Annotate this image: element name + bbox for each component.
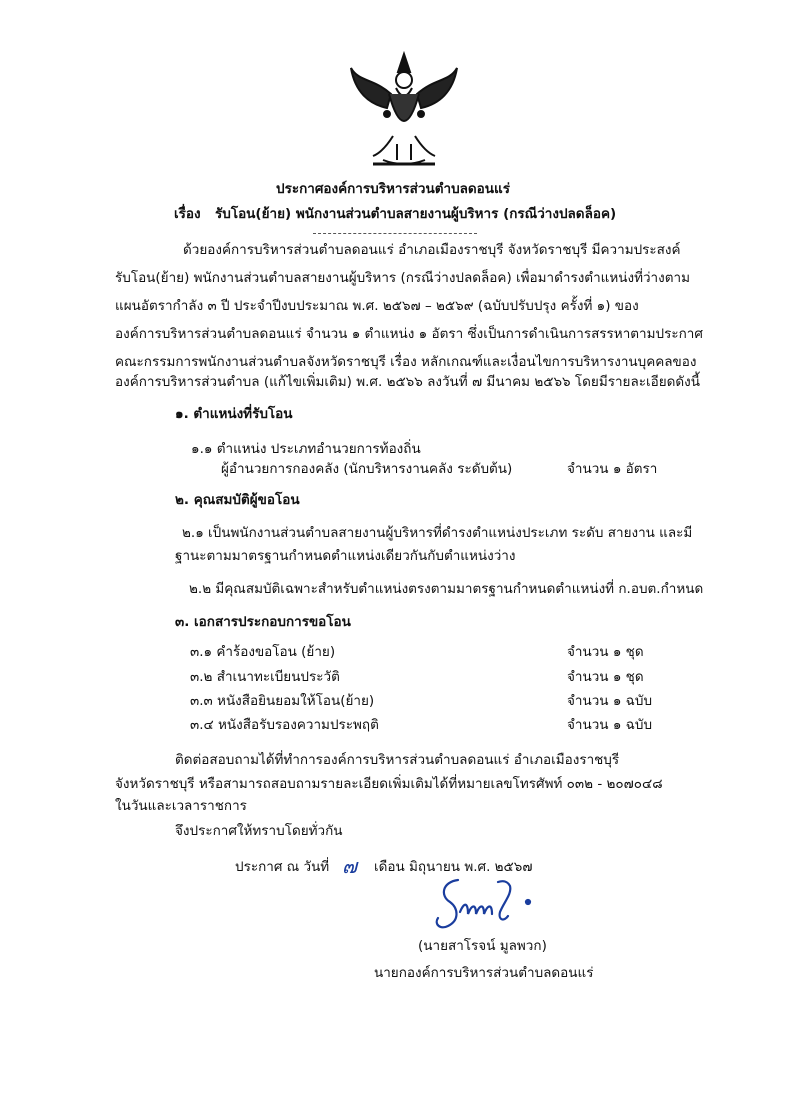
contact-line: ติดต่อสอบถามได้ที่ทำการองค์การบริหารส่วนตำบลดอนแร่ อำเภอเมืองราชบุรี	[175, 752, 620, 768]
signatory-name: (นายสาโรจน์ มูลพวก)	[418, 938, 547, 954]
document-item-qty: จำนวน ๑ ฉบับ	[567, 693, 653, 709]
intro-line: คณะกรรมการพนักงานส่วนตำบลจังหวัดราชบุรี เรื่อง หลักเกณฑ์และเงื่อนไขการบริหารงานบุคคลของ	[115, 354, 697, 370]
date-day: ๗	[342, 854, 358, 878]
document-item-qty: จำนวน ๑ ชุด	[567, 669, 644, 685]
signature	[428, 872, 556, 934]
document-item-qty: จำนวน ๑ ชุด	[567, 644, 644, 660]
document-item-label: ๓.๑ คำร้องขอโอน (ย้าย)	[190, 644, 336, 660]
section3-heading: ๓. เอกสารประกอบการขอโอน	[175, 614, 351, 630]
intro-line: แผนอัตรากำลัง ๓ ปี ประจำปีงบประมาณ พ.ศ. ๒๕๖๗ – ๒๕๖๙ (ฉบับปรับปรุง ครั้งที่ ๑) ของ	[115, 298, 639, 314]
intro-line: องค์การบริหารส่วนตำบล (แก้ไขเพิ่มเติม) พ.ศ. ๒๕๖๖ ลงวันที่ ๗ มีนาคม ๒๕๖๖ โดยมีรายละเอียดดังนี้	[115, 374, 700, 390]
contact-line: ในวันและเวลาราชการ	[115, 798, 247, 814]
subject-label: เรื่อง	[174, 206, 201, 222]
section2-item1-line1: ๒.๑ เป็นพนักงานส่วนตำบลสายงานผู้บริหารที่ดำรงตำแหน่งประเภท ระดับ สายงาน และมี	[182, 525, 693, 541]
section2-heading: ๒. คุณสมบัติผู้ขอโอน	[175, 492, 300, 508]
garuda-emblem	[343, 48, 465, 172]
document-item-label: ๓.๔ หนังสือรับรองความประพฤติ	[190, 717, 379, 733]
contact-line: จังหวัดราชบุรี หรือสามารถสอบถามรายละเอียดเพิ่มเติมได้ที่หมายเลขโทรศัพท์ ๐๓๒ - ๒๐๗๐๔๘	[115, 776, 663, 792]
intro-line: ด้วยองค์การบริหารส่วนตำบลดอนแร่ อำเภอเมืองราชบุรี จังหวัดราชบุรี มีความประสงค์	[183, 242, 681, 258]
document-item-label: ๓.๒ สำเนาทะเบียนประวัติ	[190, 669, 340, 685]
date-prefix: ประกาศ ณ วันที่	[235, 859, 330, 875]
signatory-position: นายกองค์การบริหารส่วนตำบลดอนแร่	[374, 965, 594, 981]
subject-text: รับโอน(ย้าย) พนักงานส่วนตำบลสายงานผู้บริหาร (กรณีว่างปลดล็อค)	[215, 206, 617, 222]
date-suffix: เดือน มิถุนายน พ.ศ. ๒๕๖๗	[374, 859, 533, 875]
section1-item-qty: จำนวน ๑ อัตรา	[567, 461, 658, 477]
document-item-label: ๓.๓ หนังสือยินยอมให้โอน(ย้าย)	[190, 693, 375, 709]
document-item-qty: จำนวน ๑ ฉบับ	[567, 717, 653, 733]
intro-line: องค์การบริหารส่วนตำบลดอนแร่ จำนวน ๑ ตำแหน่ง ๑ อัตรา ซึ่งเป็นการดำเนินการสรรหาตามประกาศ	[115, 326, 703, 342]
section1-item-line2: ผู้อำนวยการกองคลัง (นักบริหารงานคลัง ระดับต้น)	[221, 461, 513, 477]
section2-item1-line2: ฐานะตามมาตรฐานกำหนดตำแหน่งเดียวกันกับตำแหน่งว่าง	[175, 548, 516, 564]
section1-item-line1: ๑.๑ ตำแหน่ง ประเภทอำนวยการท้องถิ่น	[191, 441, 421, 457]
closing-line: จึงประกาศให้ทราบโดยทั่วกัน	[175, 823, 343, 839]
title-divider	[313, 233, 477, 234]
announcement-title: ประกาศองค์การบริหารส่วนตำบลดอนแร่	[276, 181, 510, 197]
section2-item2: ๒.๒ มีคุณสมบัติเฉพาะสำหรับตำแหน่งตรงตามมาตรฐานกำหนดตำแหน่งที่ ก.อบต.กำหนด	[189, 581, 704, 597]
section1-heading: ๑. ตำแหน่งที่รับโอน	[175, 406, 293, 422]
intro-line: รับโอน(ย้าย) พนักงานส่วนตำบลสายงานผู้บริหาร (กรณีว่างปลดล็อค) เพื่อมาดำรงตำแหน่งที่ว่างตาม	[115, 270, 690, 286]
